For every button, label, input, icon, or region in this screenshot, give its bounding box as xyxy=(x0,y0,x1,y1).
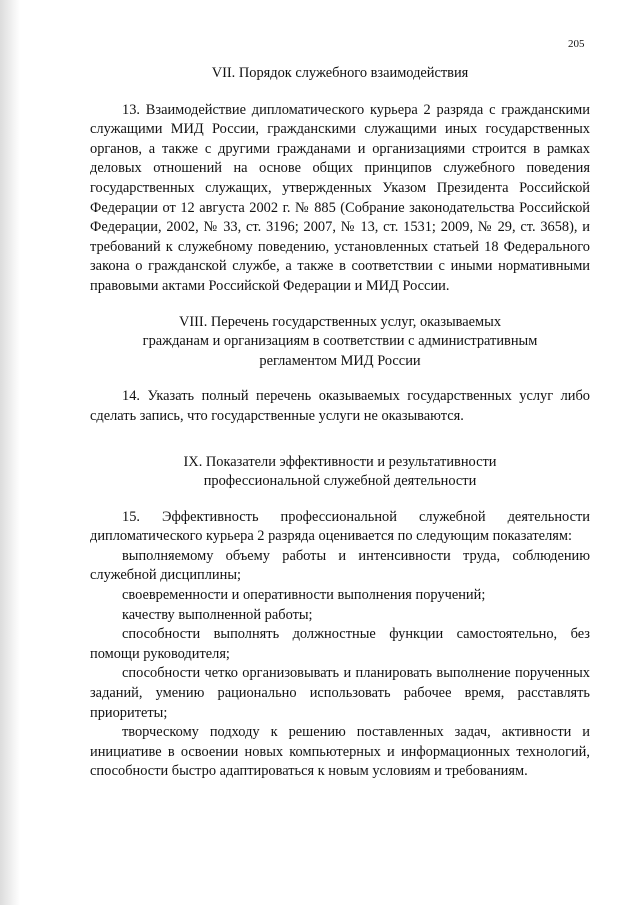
section-7-heading: VII. Порядок служебного взаимодействия xyxy=(211,65,469,81)
indicator-item: выполняемому объему работы и интенсивности труда, соблюдению служебной дисциплины; xyxy=(90,547,590,584)
document-body xyxy=(90,64,590,782)
paragraph-13: 13. Взаимодействие дипломатического курьера 2 разряда с гражданскими служащими МИД России, гражданскими служащими иных государственных органов, а также с другими гражданами и организациями строится в рамках деловых отношений на основе общих принципов служебного поведения государственных служащих, утвержденных Указом Президента Российской Федерации от 12 августа 2002 г. № 885 (Собрание законодательства Российской Федерации, 2002, № 33, ст. 3196; 2007, № 13, ст. 1531; 2009, № 29, ст. 3658), и требований к служебному поведению, установленных статьей 18 Федерального закона о гражданской службе, а также в соответствии с иными нормативными правовыми актами Российской Федерации и МИД России. xyxy=(90,101,590,294)
section-9-heading xyxy=(90,453,590,492)
indicator-item: творческому подходу к решению поставленных задач, активности и инициативе в освоении новых компьютерных и информационных технологий, способности быстро адаптироваться к новым условиям и требованиям. xyxy=(90,724,590,780)
section-8-heading-line: регламентом МИД России xyxy=(259,352,421,369)
paragraph-14: 14. Указать полный перечень оказываемых государственных услуг либо сделать запись, что государственные услуги не оказываются. xyxy=(90,388,590,424)
page-number: 205 xyxy=(568,38,585,50)
indicator-item: способности четко организовывать и планировать выполнение порученных заданий, умению рационально использовать рабочее время, расставлять приоритеты; xyxy=(90,665,590,721)
indicator-item: своевременности и оперативности выполнения поручений; xyxy=(122,587,486,604)
section-9-heading-line: IX. Показатели эффективности и результативности xyxy=(183,453,497,470)
section-8-heading-line: гражданам и организациям в соответствии с административным xyxy=(142,333,538,350)
section-8-heading-line: VIII. Перечень государственных услуг, оказываемых xyxy=(178,313,502,330)
indicator-item: качеству выполненной работы; xyxy=(122,606,313,623)
scan-edge-shadow xyxy=(0,0,20,905)
section-8-heading xyxy=(90,313,590,372)
indicator-item: способности выполнять должностные функции самостоятельно, без помощи руководителя; xyxy=(90,626,590,662)
paragraph-15-intro: 15. Эффективность профессиональной служебной деятельности дипломатического курьера 2 разряда оценивается по следующим показателям: xyxy=(90,508,590,545)
section-9-heading-line: профессиональной служебной деятельности xyxy=(203,473,477,490)
